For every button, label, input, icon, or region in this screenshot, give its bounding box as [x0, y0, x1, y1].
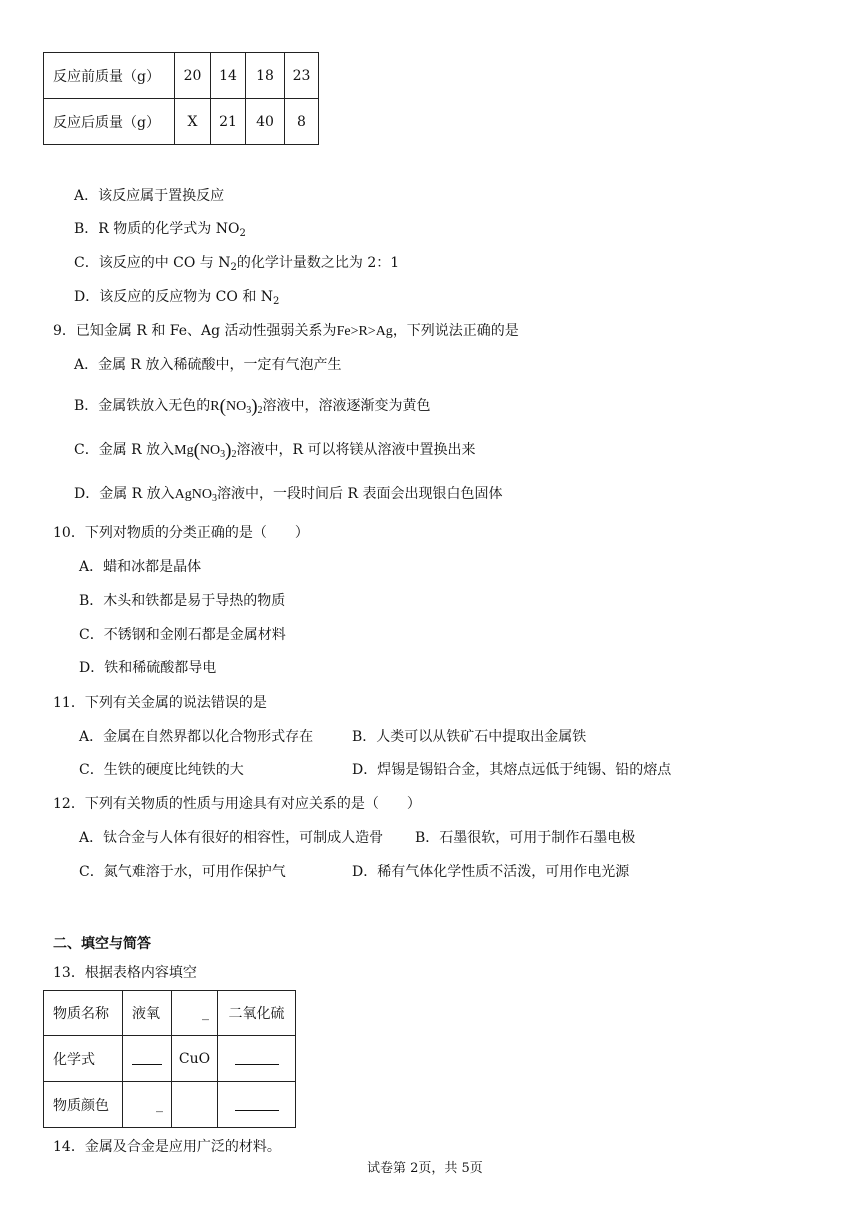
- substance-name-liquid-oxygen: 液氧: [123, 991, 172, 1036]
- q9-option-c: [74, 441, 476, 460]
- q10-option-a: A．蜡和冰都是晶体: [79, 559, 202, 575]
- q9-option-d-formula: [175, 487, 217, 502]
- q8-option-c-sub: 2: [230, 262, 237, 273]
- q10-option-d: D．铁和稀硫酸都导电: [79, 660, 217, 676]
- formula-sub: 3: [220, 449, 226, 460]
- q12-option-a: A．钛合金与人体有很好的相容性，可制成人造骨: [79, 830, 384, 846]
- mass-after-value: X: [175, 99, 211, 145]
- formula-sub: 2: [231, 449, 237, 460]
- q9-option-b-text-end: 溶液中，溶液逐渐变为黄色: [262, 398, 431, 414]
- q9-stem-text-end: ，下列说法正确的是: [392, 323, 519, 339]
- substance-name-sulfur-dioxide: 二氧化硫: [218, 991, 296, 1036]
- mass-table: [43, 52, 319, 145]
- q8-option-d: [74, 289, 280, 307]
- color-label: 物质颜色: [44, 1082, 123, 1128]
- q9-option-c-text: C．金属 R 放入: [74, 442, 175, 458]
- answer-blank[interactable]: [235, 1098, 279, 1111]
- answer-blank[interactable]: [235, 1052, 279, 1065]
- q8-option-b-text: B．R 物质的化学式为 NO: [74, 221, 240, 237]
- q9-option-d-text: D．金属 R 放入: [74, 486, 175, 502]
- color-blank: [218, 1082, 296, 1128]
- q8-option-a: A．该反应属于置换反应: [74, 188, 225, 204]
- formula-agno: AgNO: [174, 487, 213, 502]
- q11-option-a: A．金属在自然界都以化合物形式存在: [79, 729, 314, 745]
- q9-option-b-text: B．金属铁放入无色的: [74, 398, 211, 414]
- mass-after-value: 21: [211, 99, 246, 145]
- q12-option-c: C．氮气难溶于水，可用作保护气: [79, 864, 286, 880]
- q10-option-b: B．木头和铁都是易于导热的物质: [79, 593, 286, 609]
- mass-before-value: 18: [246, 53, 285, 99]
- mass-before-value: 20: [175, 53, 211, 99]
- mass-after-label: 反应后质量（g）: [44, 99, 175, 145]
- formula-cuo: CuO: [172, 1036, 218, 1082]
- q12-option-b: B．石墨很软，可用于制作石墨电极: [415, 830, 636, 846]
- q9-option-c-formula: [174, 440, 237, 461]
- q9-option-b: [74, 397, 431, 416]
- paren-close: ): [225, 440, 232, 461]
- section-title: 二、填空与简答: [53, 936, 151, 952]
- q9-option-c-text-end: 溶液中，R 可以将镁从溶液中置换出来: [236, 442, 476, 458]
- q11-stem: 11．下列有关金属的说法错误的是: [53, 695, 267, 711]
- mass-before-label: 反应前质量（g）: [44, 53, 175, 99]
- color-empty-cell: [172, 1082, 218, 1128]
- q9-stem: [53, 324, 519, 339]
- q11-option-d: D．焊锡是锡铅合金，其熔点远低于纯锡、铅的熔点: [352, 762, 672, 778]
- formula-no: NO: [225, 399, 247, 414]
- substance-table: [43, 990, 296, 1128]
- q14-stem: 14．金属及合金是应用广泛的材料。: [53, 1139, 281, 1155]
- q10-option-c: C．不锈钢和金刚石都是金属材料: [79, 627, 286, 643]
- q11-option-c: C．生铁的硬度比纯铁的大: [79, 762, 244, 778]
- mass-before-value: 23: [285, 53, 319, 99]
- q12-option-d: D．稀有气体化学性质不活泼，可用作电光源: [352, 864, 630, 880]
- q12-stem: 12．下列有关物质的性质与用途具有对应关系的是（ ）: [53, 796, 421, 812]
- formula-sub: 3: [246, 405, 252, 416]
- mass-after-value: 8: [285, 99, 319, 145]
- paren-open: (: [219, 396, 226, 417]
- q9-option-a: A．金属 R 放入稀硫酸中，一定有气泡产生: [74, 357, 342, 373]
- q9-stem-formula: Fe>R>Ag: [336, 324, 393, 339]
- page-footer: 试卷第 2页，共 5页: [367, 1161, 483, 1176]
- formula-mg: Mg: [174, 443, 194, 458]
- q8-option-c: [74, 255, 400, 273]
- answer-blank[interactable]: [132, 1052, 162, 1065]
- mass-after-value: 40: [246, 99, 285, 145]
- q9-stem-text: 9．已知金属 R 和 Fe、Ag 活动性强弱关系为: [53, 323, 337, 339]
- q8-option-d-sub: 2: [273, 296, 280, 307]
- formula-sub: 3: [212, 493, 218, 504]
- q8-option-b: [74, 221, 246, 239]
- mass-before-value: 14: [211, 53, 246, 99]
- formula-blank: [123, 1036, 172, 1082]
- q8-option-c-text-end: 的化学计量数之比为 2：1: [236, 255, 400, 271]
- formula-sub: 2: [257, 405, 263, 416]
- substance-name-blank: _: [172, 991, 218, 1036]
- q9-option-b-formula: [210, 396, 263, 417]
- q8-option-b-sub: 2: [239, 228, 246, 239]
- q11-option-b: B．人类可以从铁矿石中提取出金属铁: [352, 729, 587, 745]
- substance-name-label: 物质名称: [44, 991, 123, 1036]
- formula-r: R: [210, 399, 220, 414]
- paren-close: ): [251, 396, 258, 417]
- q10-stem: 10．下列对物质的分类正确的是（ ）: [53, 525, 309, 541]
- paren-open: (: [193, 440, 200, 461]
- q8-option-d-text: D．该反应的反应物为 CO 和 N: [74, 289, 274, 305]
- color-blank-mark: _: [123, 1082, 172, 1128]
- formula-label: 化学式: [44, 1036, 123, 1082]
- q9-option-d: [74, 487, 502, 502]
- formula-no: NO: [199, 443, 221, 458]
- q9-option-d-text-end: 溶液中，一段时间后 R 表面会出现银白色固体: [217, 486, 503, 502]
- formula-blank: [218, 1036, 296, 1082]
- q13-stem: 13．根据表格内容填空: [53, 965, 197, 981]
- q8-option-c-text: C．该反应的中 CO 与 N: [74, 255, 231, 271]
